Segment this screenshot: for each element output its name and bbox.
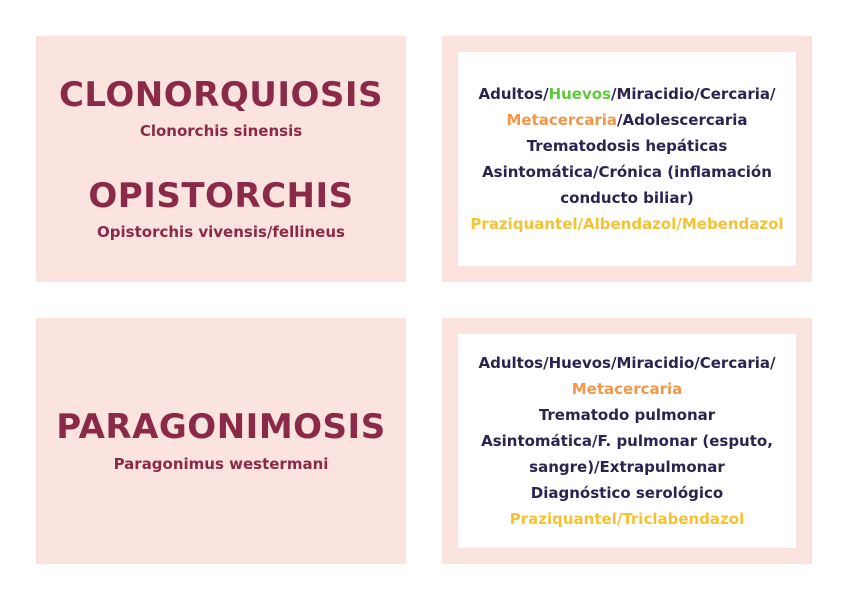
- details2-line-4: Asintomática/F. pulmonar (esputo,: [481, 432, 773, 450]
- subtitle-opistorchis: Opistorchis vivensis/fellineus: [97, 223, 345, 242]
- title-clonorquiosis: CLONORQUIOSIS: [58, 74, 384, 115]
- subtitle-paragonimus: Paragonimus westermani: [113, 454, 329, 473]
- text-miracidio-cercaria: /Miracidio/Cercaria/: [610, 85, 776, 103]
- title-paragonimosis: PARAGONIMOSIS: [56, 407, 386, 448]
- details2-line-5: sangre)/Extrapulmonar: [529, 458, 725, 476]
- details2-line-6: Diagnóstico serológico: [530, 484, 724, 502]
- card-paragonimosis: [36, 318, 406, 564]
- card-clonorquiosis-details: [442, 36, 812, 282]
- details-line-4: Asintomática/Crónica (inflamación: [482, 163, 772, 181]
- text-adolescercaria: /Adolescercaria: [617, 111, 748, 129]
- details2-line-1: Adultos/Huevos/Miracidio/Cercaria/: [478, 354, 776, 372]
- text-huevos: Huevos: [548, 85, 611, 103]
- details-panel: [458, 52, 796, 266]
- details-line-2: [506, 107, 747, 133]
- details-line-5: conducto biliar): [560, 189, 694, 207]
- subtitle-clonorchis: Clonorchis sinensis: [139, 122, 303, 140]
- details2-line-3: Trematodo pulmonar: [538, 406, 716, 424]
- text-adultos: Adultos/: [478, 85, 549, 103]
- details-line-3: Trematodosis hepáticas: [526, 137, 728, 155]
- details-line-1: [479, 81, 776, 107]
- details2-line-2: Metacercaria: [571, 380, 683, 398]
- details-line-treatment: Praziquantel/Albendazol/Mebendazol: [470, 215, 784, 233]
- card-paragonimosis-details: [442, 318, 812, 564]
- card-clonorquiosis: [36, 36, 406, 282]
- details-panel-2: [458, 334, 796, 548]
- text-metacercaria: Metacercaria: [506, 111, 617, 129]
- details2-line-treatment: Praziquantel/Triclabendazol: [509, 510, 745, 528]
- title-opistorchis: OPISTORCHIS: [88, 176, 354, 216]
